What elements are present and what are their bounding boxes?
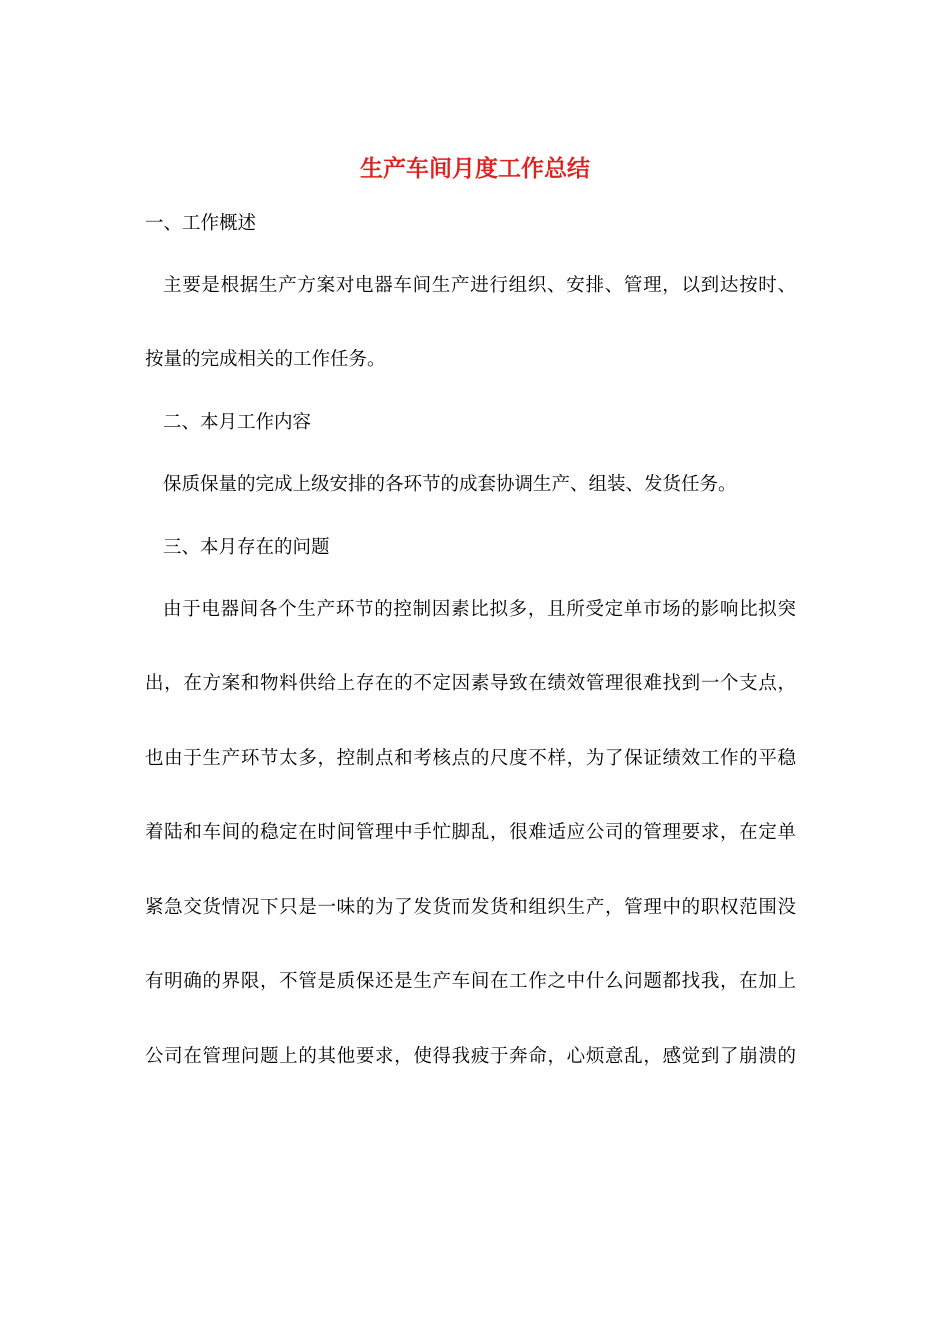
section-heading-problems: 三、本月存在的问题 [163, 537, 330, 558]
paragraph-line: 紧急交货情况下只是一味的为了发货而发货和组织生产，管理中的职权范围没 [145, 897, 796, 918]
paragraph-line: 出，在方案和物料供给上存在的不定因素导致在绩效管理很难找到一个支点， [145, 673, 796, 694]
document-title: 生产车间月度工作总结 [360, 155, 590, 182]
paragraph-line: 保质保量的完成上级安排的各环节的成套协调生产、组装、发货任务。 [163, 474, 737, 495]
paragraph-line: 也由于生产环节太多，控制点和考核点的尺度不样，为了保证绩效工作的平稳 [145, 748, 796, 769]
section-heading-content: 二、本月工作内容 [163, 412, 312, 433]
paragraph-line: 有明确的界限，不管是质保还是生产车间在工作之中什么问题都找我，在加上 [145, 971, 796, 992]
section-heading-overview: 一、工作概述 [145, 213, 257, 234]
paragraph-line: 主要是根据生产方案对电器车间生产进行组织、安排、管理，以到达按时、 [163, 275, 796, 296]
paragraph-line: 着陆和车间的稳定在时间管理中手忙脚乱，很难适应公司的管理要求，在定单 [145, 822, 796, 843]
paragraph-line: 公司在管理问题上的其他要求，使得我疲于奔命，心烦意乱，感觉到了崩溃的 [145, 1046, 796, 1067]
paragraph-line: 由于电器间各个生产环节的控制因素比拟多，且所受定单市场的影响比拟突 [163, 599, 796, 620]
paragraph-line: 按量的完成相关的工作任务。 [145, 349, 386, 370]
